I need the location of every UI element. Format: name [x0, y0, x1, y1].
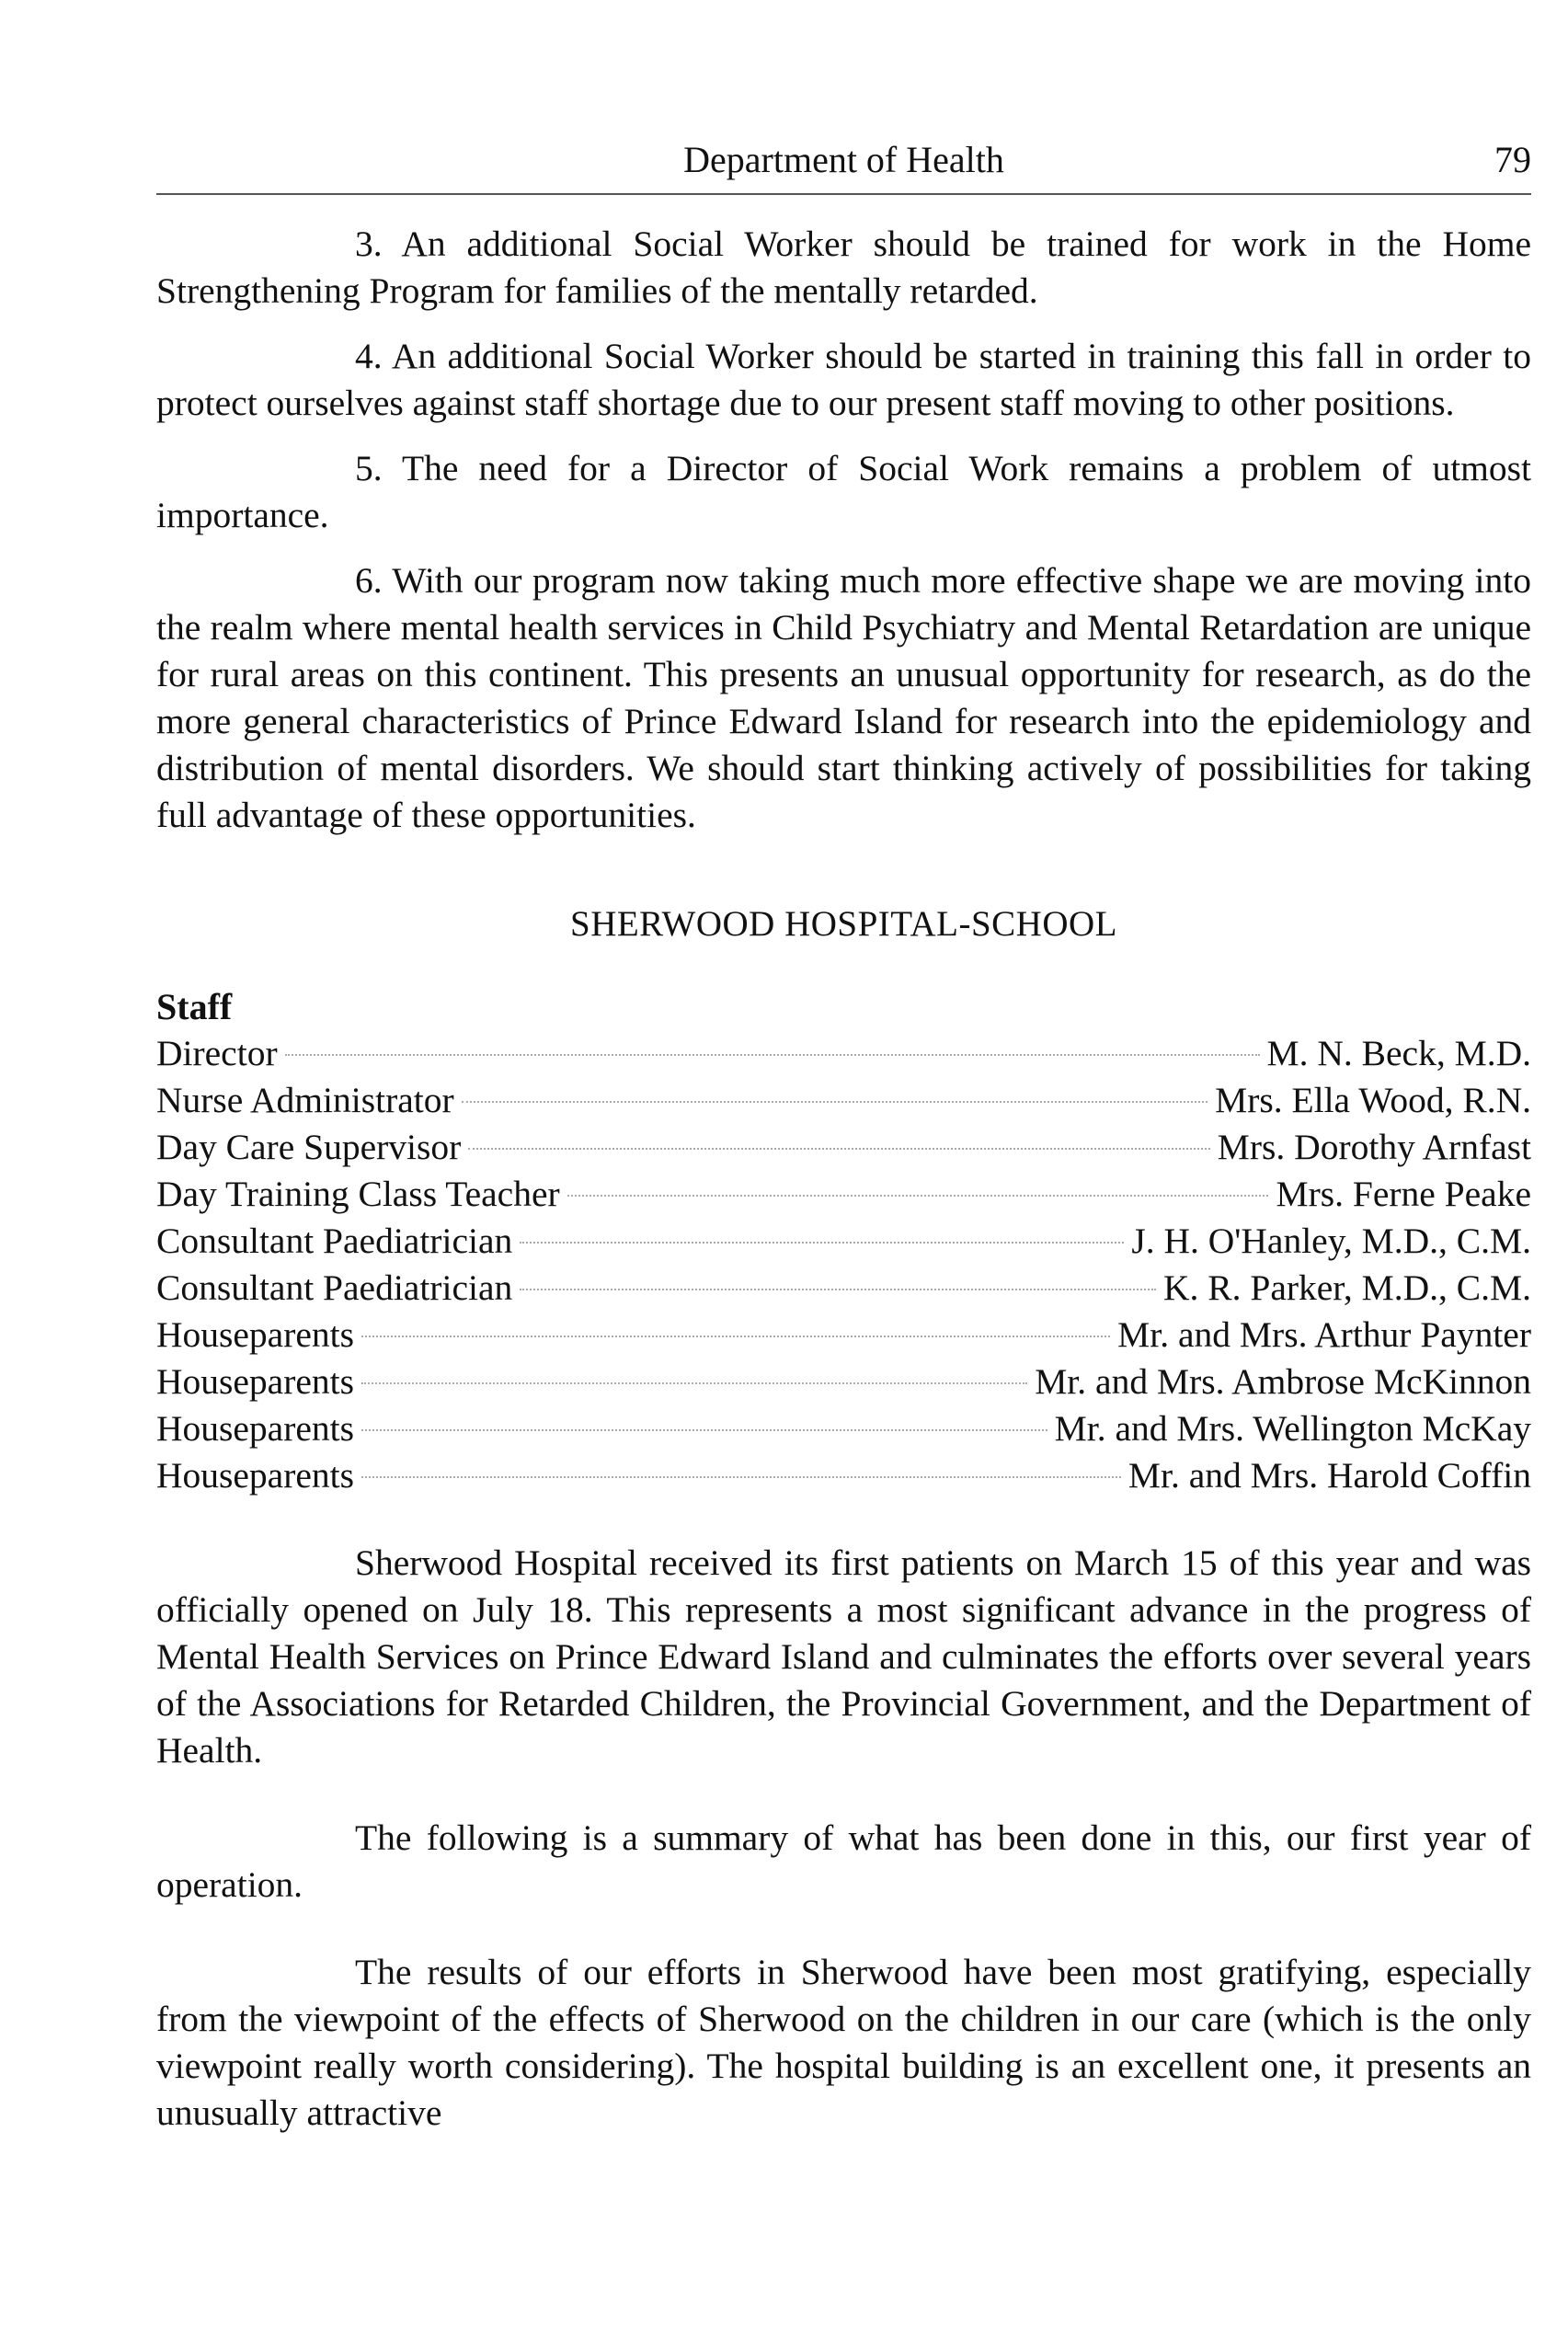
document-page	[156, 129, 1531, 2137]
staff-list	[156, 1030, 1531, 1499]
leader-dots	[285, 1054, 1260, 1056]
staff-row	[156, 1218, 1531, 1265]
leader-dots	[361, 1335, 1110, 1337]
leader-dots	[361, 1476, 1121, 1478]
staff-row	[156, 1077, 1531, 1124]
staff-row	[156, 1312, 1531, 1358]
staff-role: Houseparents	[156, 1361, 354, 1402]
staff-name: Mrs. Dorothy Arnfast	[1217, 1127, 1531, 1167]
paragraph-item-3: 3. An additional Social Worker should be trained for work in the Home Strengthening Program for families of the mentally retarded.	[156, 224, 1531, 311]
staff-name: K. R. Parker, M.D., C.M.	[1163, 1267, 1531, 1308]
leader-dots	[567, 1195, 1269, 1197]
staff-role: Houseparents	[156, 1455, 354, 1496]
staff-role: Consultant Paediatrician	[156, 1221, 513, 1261]
staff-role: Day Care Supervisor	[156, 1127, 462, 1167]
staff-row	[156, 1452, 1531, 1499]
staff-row	[156, 1030, 1531, 1077]
page-number: 79	[1494, 139, 1531, 180]
leader-dots	[462, 1101, 1207, 1103]
leader-dots	[520, 1289, 1156, 1290]
staff-name: Mr. and Mrs. Ambrose McKinnon	[1035, 1361, 1531, 1402]
staff-name: Mrs. Ella Wood, R.N.	[1215, 1080, 1531, 1120]
paragraph-item-4: 4. An additional Social Worker should be started in training this fall in order to protect ourselves against staff shortage due to our present staff moving to other positions.	[156, 336, 1531, 423]
staff-name: M. N. Beck, M.D.	[1266, 1033, 1531, 1073]
staff-role: Houseparents	[156, 1408, 354, 1449]
staff-row	[156, 1124, 1531, 1171]
staff-row	[156, 1358, 1531, 1405]
body-paragraph-summary: The following is a summary of what has been done in this, our first year of operation.	[156, 1817, 1531, 1905]
paragraph-item-6: 6. With our program now taking much more effective shape we are moving into the realm where mental health services in Child Psychiatry and Mental Retardation are unique for rural areas on this continent. This presents an unusual opportunity for research, as do the more general characteristics of Prince Edward Island for research into the epidemiology and distribution of mental disorders. We should start thinking actively of possibilities for taking full advantage of these opportunities.	[156, 560, 1531, 835]
staff-row	[156, 1405, 1531, 1452]
staff-name: Mrs. Ferne Peake	[1276, 1174, 1531, 1214]
paragraph-item-5: 5. The need for a Director of Social Work remains a problem of utmost importance.	[156, 448, 1531, 535]
staff-row	[156, 1171, 1531, 1218]
section-title: SHERWOOD HOSPITAL-SCHOOL	[570, 904, 1117, 944]
leader-dots	[361, 1382, 1027, 1384]
staff-role: Director	[156, 1033, 278, 1073]
leader-dots	[361, 1429, 1047, 1431]
page-header	[156, 129, 1531, 195]
staff-name: Mr. and Mrs. Wellington McKay	[1054, 1408, 1531, 1449]
running-title: Department of Health	[683, 139, 1004, 180]
staff-row	[156, 1265, 1531, 1312]
leader-dots	[520, 1242, 1124, 1244]
body-paragraph-results: The results of our efforts in Sherwood have been most gratifying, especially from the viewpoint of the effects of Sherwood on the children in our care (which is the only viewpoint really worth considering). The hospital building is an excellent one, it presents an unusually attractive	[156, 1952, 1531, 2133]
staff-name: J. H. O'Hanley, M.D., C.M.	[1131, 1221, 1531, 1261]
staff-name: Mr. and Mrs. Arthur Paynter	[1117, 1314, 1531, 1355]
staff-role: Houseparents	[156, 1314, 354, 1355]
staff-role: Nurse Administrator	[156, 1080, 454, 1120]
staff-role: Consultant Paediatrician	[156, 1267, 513, 1308]
staff-name: Mr. and Mrs. Harold Coffin	[1127, 1455, 1531, 1496]
staff-role: Day Training Class Teacher	[156, 1174, 560, 1214]
staff-heading: Staff	[156, 986, 233, 1027]
leader-dots	[468, 1148, 1210, 1150]
body-paragraph-opening: Sherwood Hospital received its first patients on March 15 of this year and was officially opened on July 18. This represents a most significant advance in the progress of Mental Health Services on Prince Edward Island and culminates the efforts over several years of the Associations for Retarded Children, the Provincial Government, and the Department of Health.	[156, 1542, 1531, 1771]
